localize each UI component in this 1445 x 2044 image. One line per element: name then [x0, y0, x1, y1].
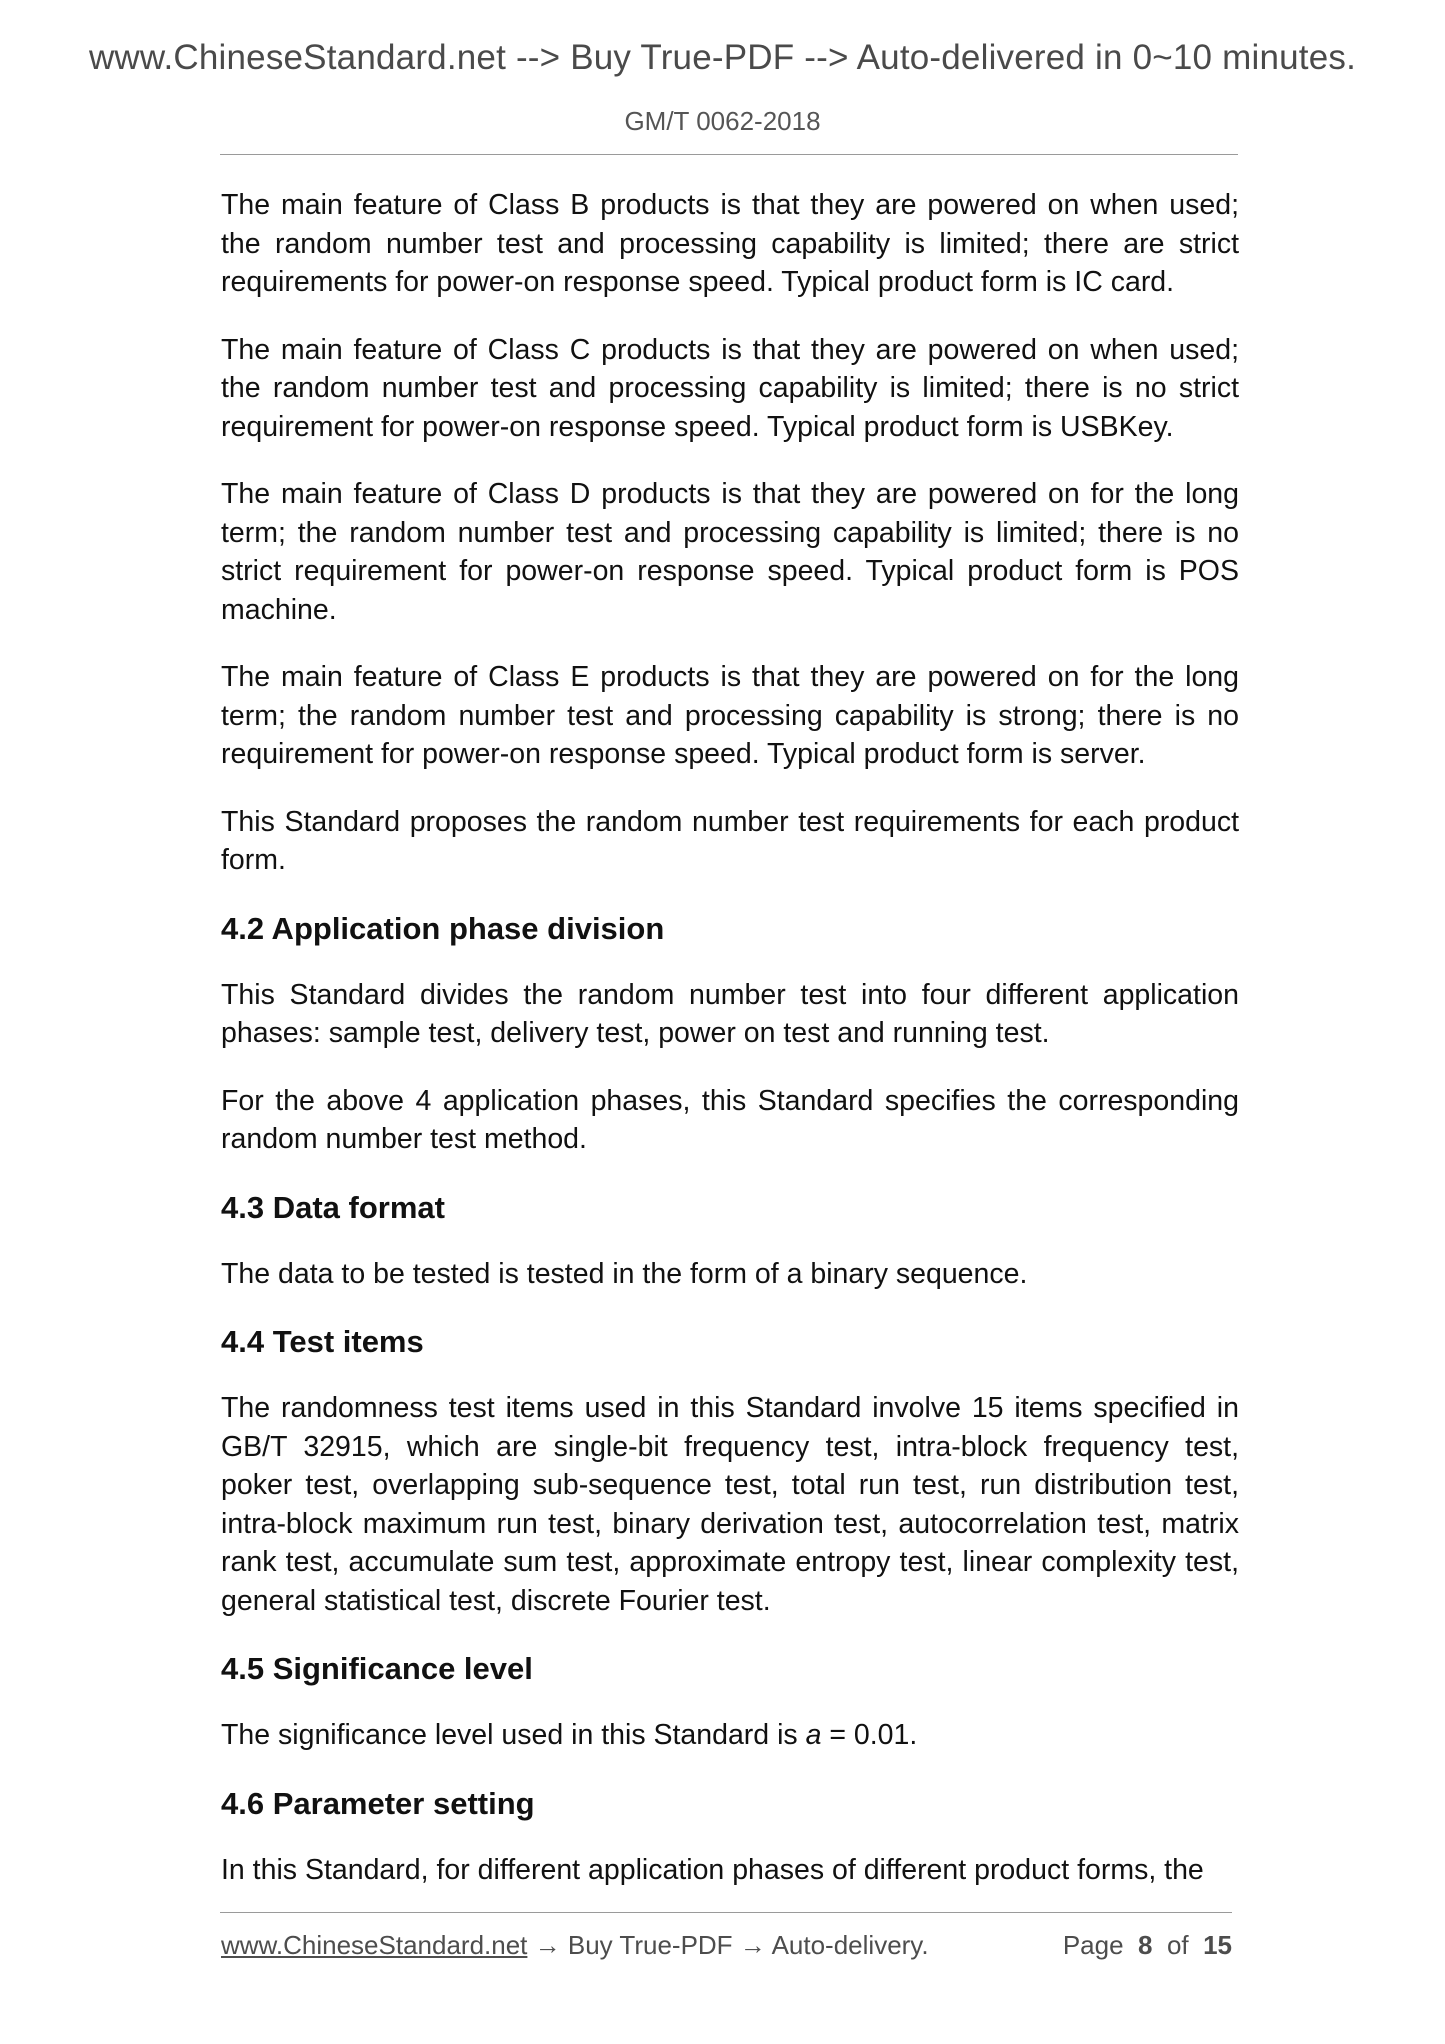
page-content [221, 186, 1239, 1918]
paragraph-proposes: This Standard proposes the random number test requirements for each product form. [221, 805, 1239, 876]
header-divider [220, 154, 1238, 155]
paragraph-class-c: The main feature of Class C products is that they are powered on when used; the random number test and processing capability is limited; there is no strict requirement for power-on response speed. Typical product form is USBKey. [221, 333, 1239, 443]
footer-tagline: → Buy True-PDF → Auto-delivery. [527, 1930, 929, 1960]
footer-divider [220, 1912, 1232, 1913]
significance-symbol: a [805, 1719, 822, 1751]
page-label: Page [1062, 1930, 1124, 1960]
paragraph-4-2-phases: This Standard divides the random number test into four different application phases: sample test, delivery test, power on test and running test. [221, 978, 1239, 1049]
document-code: GM/T 0062-2018 [624, 106, 821, 136]
paragraph-4-5-suffix: = 0.01. [821, 1719, 918, 1751]
page-number: 8 [1138, 1930, 1153, 1960]
heading-4-6: 4.6 Parameter setting [221, 1785, 535, 1821]
paragraph-class-b: The main feature of Class B products is that they are powered on when used; the random number test and processing capability is limited; there are strict requirements for power-on response speed. Typical product form is IC card. [221, 189, 1239, 298]
page-indicator [1063, 1930, 1232, 1961]
paragraph-4-6: In this Standard, for different application phases of different product forms, the [221, 1853, 1204, 1886]
total-pages: 15 [1203, 1930, 1232, 1960]
heading-4-5: 4.5 Significance level [221, 1651, 533, 1686]
heading-4-4: 4.4 Test items [221, 1324, 424, 1359]
of-label: of [1166, 1930, 1189, 1960]
paragraph-4-2-method: For the above 4 application phases, this Standard specifies the corresponding random number test method. [221, 1084, 1239, 1155]
paragraph-4-5 [221, 1716, 1239, 1755]
paragraph-4-5-prefix: The significance level used in this Standard is [221, 1719, 806, 1751]
heading-4-2: 4.2 Application phase division [221, 910, 665, 946]
paragraph-class-d: The main feature of Class D products is that they are powered on for the long term; the random number test and processing capability is limited; there is no strict requirement for power-on response speed. Typical product form is POS machine. [221, 478, 1239, 626]
paragraph-4-4: The randomness test items used in this Standard involve 15 items specified in GB/T 32915, which are single-bit frequency test, intra-block frequency test, poker test, overlapping sub-sequence test, total run test, run distribution test, intra-block maximum run test, binary derivation test, autocorrelation test, matrix rank test, accumulate sum test, approximate entropy test, linear complexity test, general statistical test, discrete Fourier test. [221, 1392, 1239, 1617]
top-banner: www.ChineseStandard.net --> Buy True-PDF --> Auto-delivered in 0~10 minutes. [88, 38, 1357, 77]
heading-4-3: 4.3 Data format [221, 1189, 445, 1225]
paragraph-4-3: The data to be tested is tested in the form of a binary sequence. [221, 1257, 1028, 1290]
footer-source [221, 1930, 929, 1961]
paragraph-class-e: The main feature of Class E products is that they are powered on for the long term; the random number test and processing capability is strong; there is no requirement for power-on response speed. Typical product form is server. [221, 661, 1239, 770]
footer-site-link[interactable]: www.ChineseStandard.net [221, 1930, 528, 1960]
